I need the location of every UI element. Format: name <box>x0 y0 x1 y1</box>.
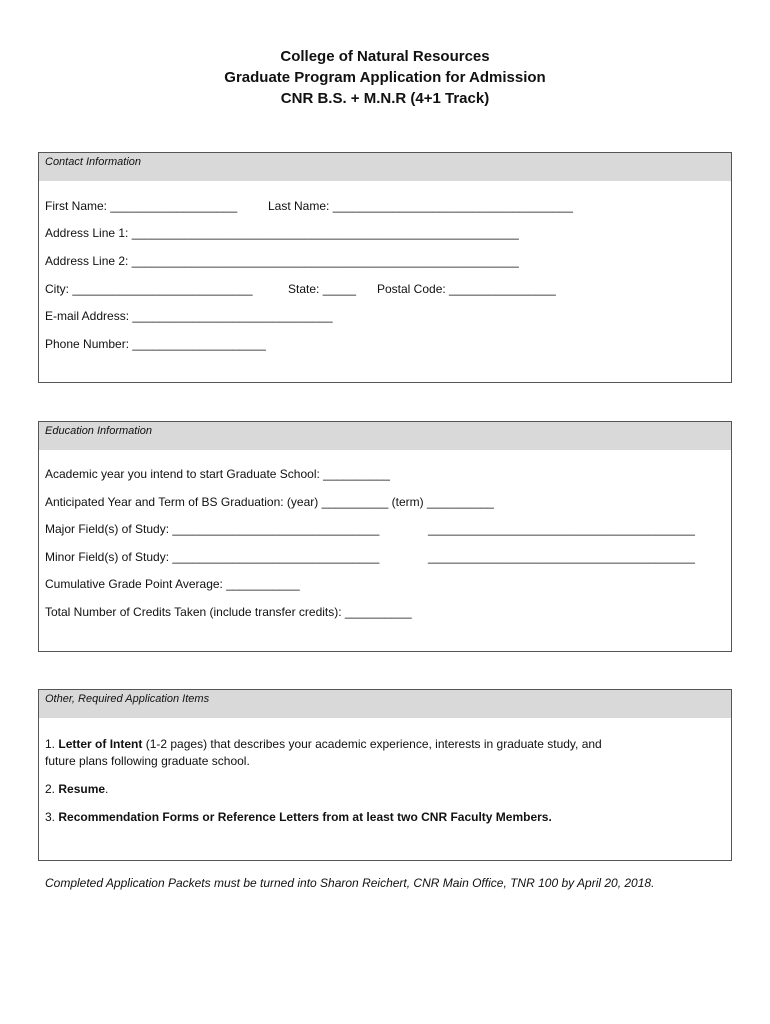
bs-graduation-field[interactable]: Anticipated Year and Term of BS Graduation: (year) __________ (term) __________ <box>45 495 494 509</box>
email-field[interactable]: E-mail Address: ______________________________ <box>45 309 333 323</box>
document-title <box>0 46 770 109</box>
other-items-heading: Other, Required Application Items <box>39 690 731 718</box>
item-title: Letter of Intent <box>58 737 143 751</box>
address-line-1-field[interactable]: Address Line 1: __________________________________________________________ <box>45 226 519 240</box>
start-year-field[interactable]: Academic year you intend to start Graduate School: __________ <box>45 467 390 481</box>
title-line-3: CNR B.S. + M.N.R (4+1 Track) <box>280 90 490 107</box>
minor-field[interactable]: Minor Field(s) of Study: _______________________________ <box>45 550 380 564</box>
major-field[interactable]: Major Field(s) of Study: _______________________________ <box>45 522 380 536</box>
item-number: 3. <box>45 810 56 824</box>
other-items-section <box>38 689 732 861</box>
credits-field[interactable]: Total Number of Credits Taken (include transfer credits): __________ <box>45 605 412 619</box>
item-description: (1-2 pages) that describes your academic experience, interests in graduate study, and <box>145 737 602 751</box>
contact-section <box>38 152 732 383</box>
postal-code-field[interactable]: Postal Code: ________________ <box>377 282 556 296</box>
item-number: 1. <box>45 737 56 751</box>
submission-note: Completed Application Packets must be turned into Sharon Reichert, CNR Main Office, TNR 100 by April 20, 2018. <box>45 876 655 890</box>
minor-extra-field[interactable]: ________________________________________ <box>428 550 695 564</box>
item-recommendations <box>45 810 552 824</box>
item-title: Resume <box>58 782 106 796</box>
item-resume <box>45 782 108 796</box>
state-field[interactable]: State: _____ <box>288 282 357 296</box>
contact-heading: Contact Information <box>39 153 731 181</box>
major-extra-field[interactable]: ________________________________________ <box>428 522 695 536</box>
address-line-2-field[interactable]: Address Line 2: __________________________________________________________ <box>45 254 519 268</box>
item-punctuation: . <box>105 782 109 796</box>
item-letter-of-intent-continued: future plans following graduate school. <box>45 754 250 768</box>
education-heading: Education Information <box>39 422 731 450</box>
education-section <box>38 421 732 652</box>
first-name-field[interactable]: First Name: ___________________ <box>45 199 238 213</box>
item-letter-of-intent <box>45 737 602 751</box>
title-line-2: Graduate Program Application for Admission <box>224 69 546 86</box>
gpa-field[interactable]: Cumulative Grade Point Average: ___________ <box>45 577 300 591</box>
phone-field[interactable]: Phone Number: ____________________ <box>45 337 266 351</box>
item-title: Recommendation Forms or Reference Letters from at least two CNR Faculty Members. <box>58 810 552 824</box>
last-name-field[interactable]: Last Name: ____________________________________ <box>268 199 573 213</box>
city-field[interactable]: City: ___________________________ <box>45 282 253 296</box>
item-number: 2. <box>45 782 56 796</box>
title-line-1: College of Natural Resources <box>280 48 490 65</box>
